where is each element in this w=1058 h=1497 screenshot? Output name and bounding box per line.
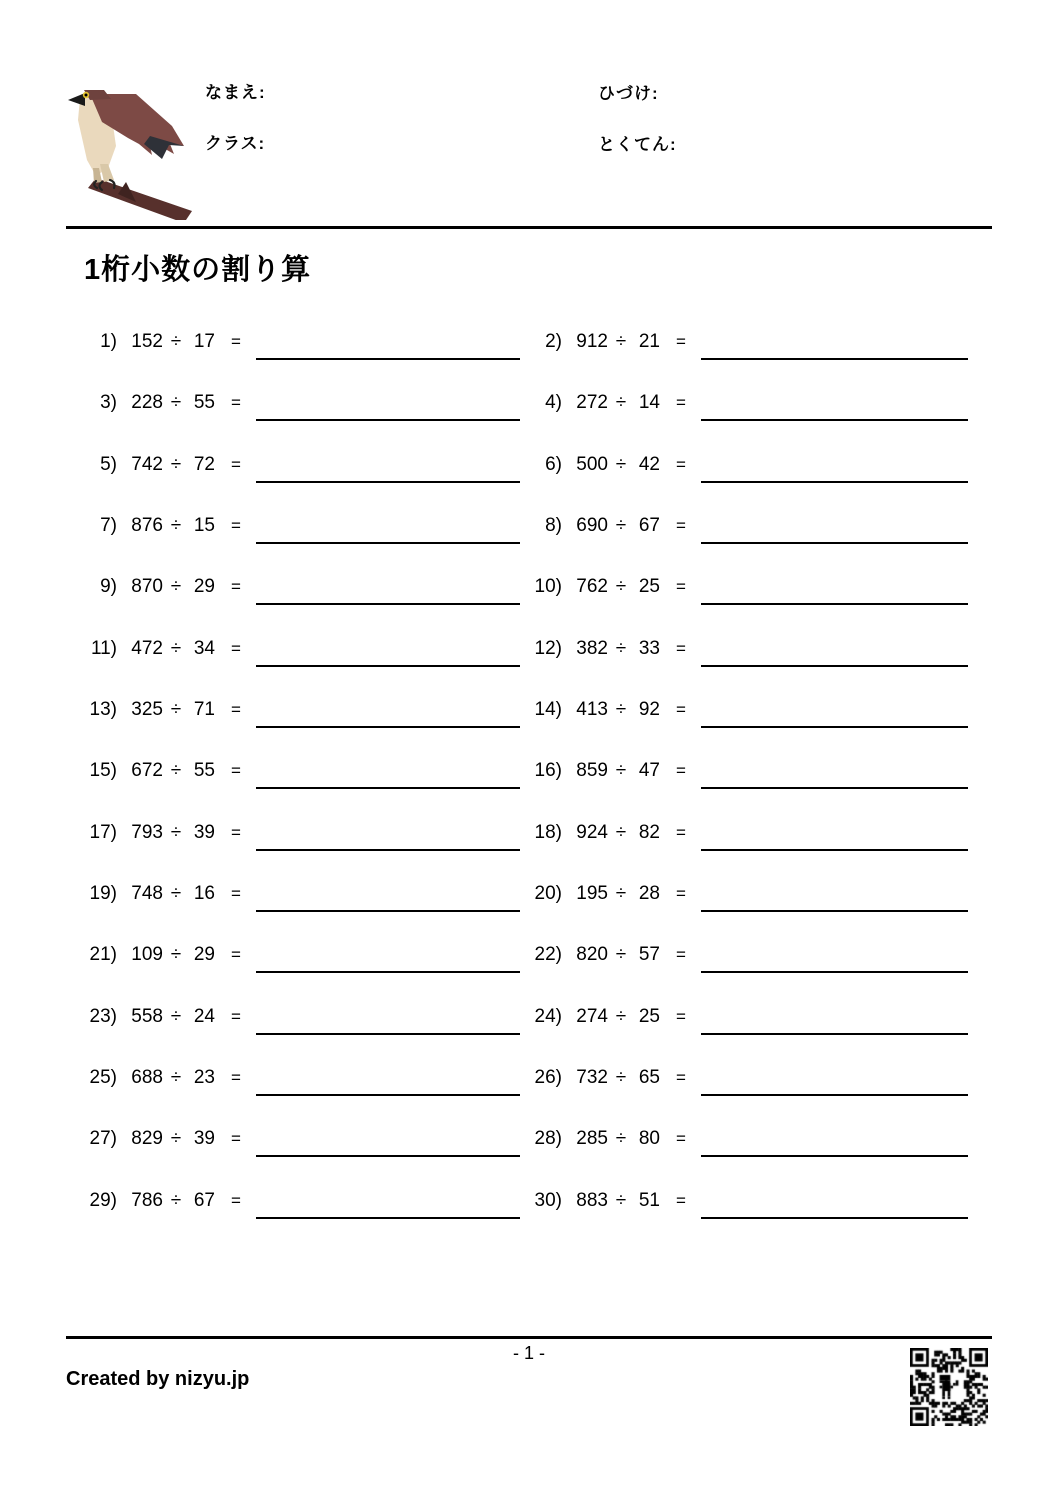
equals-sign: = [231, 945, 241, 965]
dividend-value: 732 [576, 1067, 608, 1089]
dividend-value: 829 [131, 1128, 163, 1150]
problem-number: 21) [89, 944, 117, 966]
answer-blank[interactable] [701, 882, 968, 912]
answer-blank[interactable] [256, 882, 520, 912]
answer-blank[interactable] [256, 943, 520, 973]
problem-number: 25) [89, 1067, 117, 1089]
dividend-value: 274 [576, 1005, 608, 1027]
dividend-value: 912 [576, 331, 608, 352]
equals-sign: = [231, 700, 241, 720]
divisor-value: 33 [638, 637, 660, 659]
division-operator: ÷ [615, 1005, 627, 1027]
dividend-value: 876 [131, 515, 163, 537]
problem-number: 1) [100, 331, 117, 352]
divisor-value: 14 [638, 392, 660, 414]
problem-row [80, 1127, 520, 1188]
equals-sign: = [676, 700, 686, 720]
equals-sign: = [676, 884, 686, 904]
dividend-value: 742 [131, 453, 163, 475]
problem-number: 7) [100, 515, 117, 537]
problem-row [525, 1189, 968, 1250]
division-operator: ÷ [170, 576, 182, 598]
division-operator: ÷ [615, 576, 627, 598]
date-field-label: ひづけ: [598, 84, 659, 103]
equals-sign: = [231, 1190, 241, 1210]
divisor-value: 71 [193, 699, 215, 721]
problem-row [525, 759, 968, 820]
qr-code [910, 1348, 988, 1426]
problem-number: 4) [545, 392, 562, 414]
problem-row [525, 821, 968, 882]
answer-blank[interactable] [701, 821, 968, 851]
problem-row [80, 453, 520, 514]
divisor-value: 23 [193, 1067, 215, 1089]
equals-sign: = [676, 761, 686, 781]
problem-row [80, 698, 520, 759]
dividend-value: 272 [576, 392, 608, 414]
division-operator: ÷ [170, 1189, 182, 1211]
divisor-value: 16 [193, 883, 215, 905]
problem-number: 13) [89, 699, 117, 721]
problem-row [80, 943, 520, 1004]
answer-blank[interactable] [256, 698, 520, 728]
dividend-value: 820 [576, 944, 608, 966]
divisor-value: 24 [193, 1005, 215, 1027]
score-field-label: とくてん: [598, 135, 677, 154]
equals-sign: = [676, 638, 686, 658]
problem-row [525, 943, 968, 1004]
problem-number: 29) [89, 1189, 117, 1211]
dividend-value: 152 [131, 331, 163, 352]
division-operator: ÷ [170, 331, 182, 352]
dividend-value: 870 [131, 576, 163, 598]
answer-blank[interactable] [701, 1066, 968, 1096]
problem-row [525, 575, 968, 636]
division-operator: ÷ [170, 637, 182, 659]
dividend-value: 748 [131, 883, 163, 905]
divisor-value: 42 [638, 453, 660, 475]
division-operator: ÷ [170, 515, 182, 537]
equals-sign: = [231, 393, 241, 413]
answer-blank[interactable] [701, 943, 968, 973]
equals-sign: = [676, 516, 686, 536]
answer-blank[interactable] [256, 391, 520, 421]
problem-number: 11) [90, 637, 117, 659]
problem-number: 10) [534, 576, 562, 598]
divisor-value: 29 [193, 944, 215, 966]
division-operator: ÷ [615, 637, 627, 659]
problem-row [80, 1066, 520, 1127]
equals-sign: = [231, 577, 241, 597]
equals-sign: = [676, 945, 686, 965]
problem-row [80, 330, 520, 391]
class-field-label: クラス: [205, 134, 266, 153]
problem-number: 30) [534, 1189, 562, 1211]
divisor-value: 29 [193, 576, 215, 598]
answer-blank[interactable] [701, 1189, 968, 1219]
problem-number: 26) [534, 1067, 562, 1089]
problem-number: 22) [534, 944, 562, 966]
dividend-value: 195 [576, 883, 608, 905]
dividend-value: 413 [576, 699, 608, 721]
equals-sign: = [676, 822, 686, 842]
divisor-value: 65 [638, 1067, 660, 1089]
division-operator: ÷ [170, 1005, 182, 1027]
problem-number: 23) [89, 1005, 117, 1027]
equals-sign: = [231, 1129, 241, 1149]
divisor-value: 80 [638, 1128, 660, 1150]
equals-sign: = [231, 516, 241, 536]
problem-number: 5) [100, 453, 117, 475]
problem-row [80, 882, 520, 943]
dividend-value: 762 [576, 576, 608, 598]
divisor-value: 21 [638, 331, 660, 352]
problem-number: 18) [534, 821, 562, 843]
answer-blank[interactable] [256, 821, 520, 851]
problem-number: 12) [534, 637, 562, 659]
divisor-value: 25 [638, 576, 660, 598]
divisor-value: 82 [638, 821, 660, 843]
division-operator: ÷ [170, 453, 182, 475]
divisor-value: 25 [638, 1005, 660, 1027]
problem-number: 14) [534, 699, 562, 721]
division-operator: ÷ [170, 699, 182, 721]
divisor-value: 67 [638, 515, 660, 537]
equals-sign: = [231, 638, 241, 658]
answer-blank[interactable] [256, 453, 520, 483]
equals-sign: = [231, 1006, 241, 1026]
problem-number: 24) [534, 1005, 562, 1027]
problem-row [525, 453, 968, 514]
answer-blank[interactable] [701, 391, 968, 421]
divisor-value: 17 [193, 331, 215, 352]
divisor-value: 39 [193, 1128, 215, 1150]
equals-sign: = [231, 454, 241, 474]
problem-row [80, 1005, 520, 1066]
problem-row [525, 514, 968, 575]
division-operator: ÷ [170, 760, 182, 782]
problem-number: 15) [89, 760, 117, 782]
problem-number: 17) [89, 821, 117, 843]
answer-blank[interactable] [256, 759, 520, 789]
equals-sign: = [231, 332, 241, 351]
divisor-value: 57 [638, 944, 660, 966]
problem-number: 3) [100, 392, 117, 414]
division-operator: ÷ [170, 944, 182, 966]
dividend-value: 382 [576, 637, 608, 659]
division-operator: ÷ [615, 944, 627, 966]
equals-sign: = [676, 393, 686, 413]
equals-sign: = [231, 884, 241, 904]
problem-row [80, 391, 520, 452]
division-operator: ÷ [615, 760, 627, 782]
division-operator: ÷ [170, 392, 182, 414]
divisor-value: 39 [193, 821, 215, 843]
equals-sign: = [676, 1006, 686, 1026]
worksheet-title: 1桁小数の割り算 [84, 254, 312, 286]
equals-sign: = [231, 761, 241, 781]
answer-blank[interactable] [701, 330, 968, 360]
dividend-value: 558 [131, 1005, 163, 1027]
header-divider-line [66, 226, 992, 229]
dividend-value: 672 [131, 760, 163, 782]
problem-number: 16) [534, 760, 562, 782]
problem-number: 8) [545, 515, 562, 537]
answer-blank[interactable] [256, 1189, 520, 1219]
equals-sign: = [676, 577, 686, 597]
dividend-value: 285 [576, 1128, 608, 1150]
problem-number: 19) [89, 883, 117, 905]
answer-blank[interactable] [256, 514, 520, 544]
problem-row [525, 1005, 968, 1066]
division-operator: ÷ [615, 1189, 627, 1211]
answer-blank[interactable] [701, 637, 968, 667]
answer-blank[interactable] [701, 1005, 968, 1035]
divisor-value: 34 [193, 637, 215, 659]
equals-sign: = [676, 1068, 686, 1088]
divisor-value: 15 [193, 515, 215, 537]
dividend-value: 924 [576, 821, 608, 843]
division-operator: ÷ [615, 821, 627, 843]
division-operator: ÷ [170, 821, 182, 843]
dividend-value: 883 [576, 1189, 608, 1211]
problem-number: 28) [534, 1128, 562, 1150]
answer-blank[interactable] [701, 759, 968, 789]
dividend-value: 859 [576, 760, 608, 782]
divisor-value: 72 [193, 453, 215, 475]
problem-row [80, 1189, 520, 1250]
answer-blank[interactable] [701, 514, 968, 544]
dividend-value: 786 [131, 1189, 163, 1211]
answer-blank[interactable] [256, 575, 520, 605]
problem-row [80, 821, 520, 882]
divisor-value: 28 [638, 883, 660, 905]
problem-row [80, 575, 520, 636]
dividend-value: 500 [576, 453, 608, 475]
equals-sign: = [676, 332, 686, 351]
problem-number: 6) [545, 453, 562, 475]
name-field-label: なまえ: [205, 83, 266, 102]
divisor-value: 51 [638, 1189, 660, 1211]
credit-text: Created by nizyu.jp [66, 1368, 250, 1390]
problem-row [80, 514, 520, 575]
problem-number: 27) [89, 1128, 117, 1150]
problem-number: 9) [100, 576, 117, 598]
division-operator: ÷ [615, 883, 627, 905]
division-operator: ÷ [615, 1067, 627, 1089]
dividend-value: 109 [131, 944, 163, 966]
dividend-value: 472 [131, 637, 163, 659]
division-operator: ÷ [615, 1128, 627, 1150]
divisor-value: 92 [638, 699, 660, 721]
problem-row [525, 391, 968, 452]
problem-row [525, 698, 968, 759]
dividend-value: 690 [576, 515, 608, 537]
equals-sign: = [231, 1068, 241, 1088]
problem-row [80, 637, 520, 698]
answer-blank[interactable] [701, 453, 968, 483]
equals-sign: = [231, 822, 241, 842]
problem-number: 2) [545, 331, 562, 352]
answer-blank[interactable] [701, 575, 968, 605]
problem-row [525, 1066, 968, 1127]
equals-sign: = [676, 1190, 686, 1210]
divisor-value: 67 [193, 1189, 215, 1211]
dividend-value: 228 [131, 392, 163, 414]
equals-sign: = [676, 454, 686, 474]
dividend-value: 793 [131, 821, 163, 843]
division-operator: ÷ [615, 453, 627, 475]
division-operator: ÷ [615, 515, 627, 537]
page-number: - 1 - [512, 1343, 545, 1363]
osprey-bird-illustration [66, 82, 194, 220]
answer-blank[interactable] [256, 1005, 520, 1035]
answer-blank[interactable] [256, 330, 520, 360]
division-operator: ÷ [170, 883, 182, 905]
division-operator: ÷ [170, 1067, 182, 1089]
division-operator: ÷ [615, 699, 627, 721]
problem-row [525, 637, 968, 698]
divisor-value: 55 [193, 392, 215, 414]
dividend-value: 688 [131, 1067, 163, 1089]
division-operator: ÷ [615, 331, 627, 352]
equals-sign: = [676, 1129, 686, 1149]
answer-blank[interactable] [256, 637, 520, 667]
problem-row [525, 1127, 968, 1188]
problem-row [525, 882, 968, 943]
answer-blank[interactable] [701, 1127, 968, 1157]
problem-row [80, 759, 520, 820]
problem-row [525, 330, 968, 391]
division-operator: ÷ [615, 392, 627, 414]
problem-number: 20) [534, 883, 562, 905]
divisor-value: 47 [638, 760, 660, 782]
divisor-value: 55 [193, 760, 215, 782]
answer-blank[interactable] [256, 1066, 520, 1096]
answer-blank[interactable] [256, 1127, 520, 1157]
answer-blank[interactable] [701, 698, 968, 728]
division-operator: ÷ [170, 1128, 182, 1150]
problems-grid [80, 330, 968, 1250]
footer-divider-line [66, 1336, 992, 1339]
dividend-value: 325 [131, 699, 163, 721]
